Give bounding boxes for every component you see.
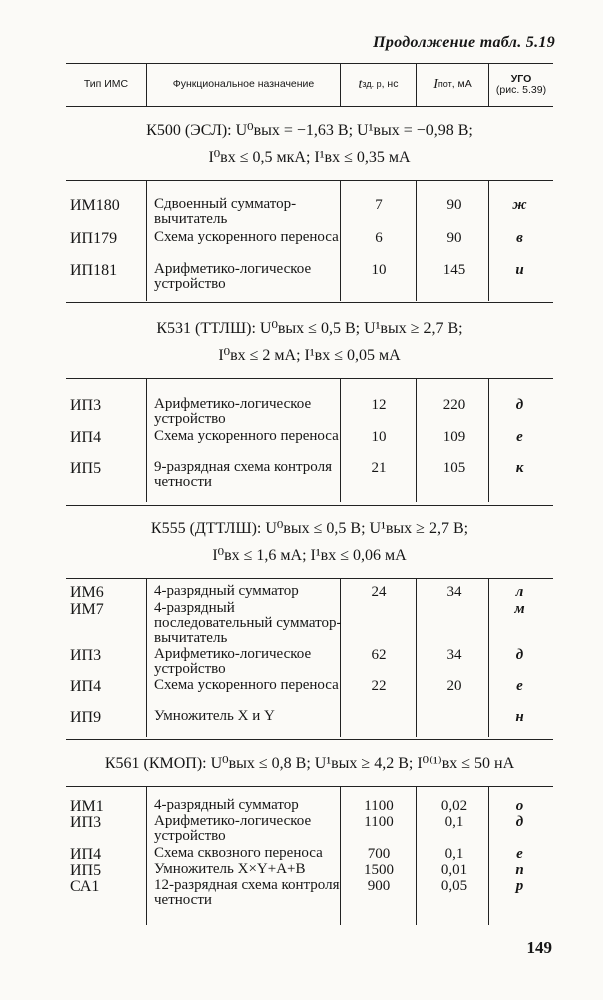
cell-delay: 62 [371, 647, 387, 663]
cell-function: Арифметико-логическое устройство [154, 261, 312, 292]
col-divider [146, 181, 147, 301]
section-title: К555 (ДТТЛШ): U⁰вых ≤ 0,5 В; U¹вых ≥ 2,7 В; [150, 520, 469, 537]
cell-current: 145 [442, 262, 466, 278]
section-rule [66, 180, 553, 181]
cell-type: ИП4 [70, 678, 102, 695]
table-caption: Продолжение табл. 5.19 [373, 34, 555, 51]
cell-delay: 10 [371, 429, 387, 445]
cell-function: Арифметико-логическое устройство [154, 813, 312, 844]
cell-current: 90 [446, 230, 462, 246]
cell-delay: 10 [371, 262, 387, 278]
cell-ugo: д [515, 397, 524, 413]
cell-delay: 21 [371, 460, 387, 476]
cell-function: Умножитель X и Y [154, 708, 275, 724]
cell-type: ИМ6 [70, 584, 104, 601]
section-rule [66, 302, 553, 303]
cell-function: Схема ускоренного переноса [154, 428, 339, 444]
cell-ugo: м [514, 601, 525, 617]
cell-function: Сдвоенный сумматор-вычитатель [154, 196, 297, 227]
cell-ugo: р [515, 878, 524, 894]
cell-ugo: д [515, 814, 524, 830]
header-type: Тип ИМС [83, 78, 129, 91]
cell-ugo: е [516, 846, 523, 862]
section-title: I⁰вх ≤ 2 мА; I¹вх ≤ 0,05 мА [218, 347, 401, 364]
cell-delay: 1100 [364, 814, 394, 830]
cell-ugo: ж [512, 197, 527, 213]
cell-type: ИП179 [70, 230, 118, 247]
cell-type: ИП3 [70, 814, 102, 831]
section-rule [66, 786, 553, 787]
cell-current: 0,1 [444, 814, 464, 830]
cell-function: 12-разрядная схема контроля четности [154, 877, 340, 908]
cell-function: Схема сквозного переноса [154, 845, 323, 861]
section-title: I⁰вх ≤ 0,5 мкА; I¹вх ≤ 0,35 мА [208, 149, 411, 166]
cell-current: 0,05 [440, 878, 468, 894]
cell-delay: 22 [371, 678, 387, 694]
cell-type: ИМ180 [70, 197, 120, 214]
cell-type: СА1 [70, 878, 100, 895]
cell-type: ИП4 [70, 429, 102, 446]
cell-delay: 1500 [364, 862, 394, 878]
cell-ugo: и [515, 262, 524, 278]
cell-ugo: е [516, 429, 523, 445]
page-number: 149 [526, 938, 552, 957]
cell-current: 20 [446, 678, 462, 694]
header-delay: t зд. р , нс [358, 76, 399, 92]
cell-type: ИП5 [70, 862, 102, 879]
header-function: Функциональное назначение [172, 78, 315, 91]
cell-ugo: в [516, 230, 523, 246]
cell-delay: 12 [371, 397, 387, 413]
cell-function: Умножитель X×Y+A+B [154, 861, 306, 877]
cell-current: 0,02 [440, 798, 468, 814]
cell-current: 90 [446, 197, 462, 213]
cell-type: ИП3 [70, 647, 102, 664]
col-divider [146, 787, 147, 925]
cell-function: 4-разрядный сумматор [154, 797, 299, 813]
header-ugo: УГО (рис. 5.39) [495, 72, 547, 96]
cell-function: 4-разрядный последовательный сумматор-вычитатель [154, 600, 342, 646]
cell-type: ИП5 [70, 460, 102, 477]
cell-type: ИМ1 [70, 798, 104, 815]
cell-delay: 24 [371, 584, 387, 600]
cell-ugo: л [515, 584, 524, 600]
cell-delay: 700 [367, 846, 391, 862]
cell-current: 34 [446, 584, 462, 600]
section-title: К500 (ЭСЛ): U⁰вых = −1,63 В; U¹вых = −0,98 В; [146, 122, 473, 139]
section-rule [66, 578, 553, 579]
cell-type: ИП3 [70, 397, 102, 414]
cell-type: ИП4 [70, 846, 102, 863]
cell-delay: 6 [375, 230, 383, 246]
cell-function: Арифметико-логическое устройство [154, 396, 312, 427]
cell-current: 220 [442, 397, 466, 413]
section-title: I⁰вх ≤ 1,6 мА; I¹вх ≤ 0,06 мА [212, 547, 407, 564]
cell-current: 109 [442, 429, 466, 445]
cell-function: Схема ускоренного переноса [154, 229, 339, 245]
cell-ugo: к [515, 460, 524, 476]
cell-function: Арифметико-логическое устройство [154, 646, 312, 677]
cell-delay: 7 [375, 197, 383, 213]
cell-ugo: е [516, 678, 523, 694]
header-bottom-rule [66, 106, 553, 107]
section-rule [66, 739, 553, 740]
header-current: I пот , мА [433, 76, 472, 92]
cell-current: 34 [446, 647, 462, 663]
cell-ugo: о [515, 798, 524, 814]
cell-type: ИП181 [70, 262, 118, 279]
cell-delay: 900 [367, 878, 391, 894]
section-rule [66, 378, 553, 379]
cell-ugo: д [515, 647, 524, 663]
section-rule [66, 505, 553, 506]
cell-ugo: н [515, 709, 524, 725]
cell-type: ИП9 [70, 709, 102, 726]
cell-function: Схема ускоренного переноса [154, 677, 339, 693]
section-title: К531 (ТТЛШ): U⁰вых ≤ 0,5 В; U¹вых ≥ 2,7 В; [156, 320, 463, 337]
cell-current: 105 [442, 460, 466, 476]
cell-current: 0,1 [444, 846, 464, 862]
col-divider [146, 579, 147, 737]
col-divider [146, 379, 147, 502]
cell-function: 9-разрядная схема контроля четности [154, 459, 332, 490]
cell-function: 4-разрядный сумматор [154, 583, 299, 599]
section-title: К561 (КМОП): U⁰вых ≤ 0,8 В; U¹вых ≥ 4,2 В; I⁰⁽¹⁾вх ≤ 50 нА [104, 755, 515, 772]
header-top-rule [66, 63, 553, 64]
cell-current: 0,01 [440, 862, 468, 878]
cell-delay: 1100 [364, 798, 394, 814]
cell-ugo: п [515, 862, 524, 878]
cell-type: ИМ7 [70, 601, 104, 618]
